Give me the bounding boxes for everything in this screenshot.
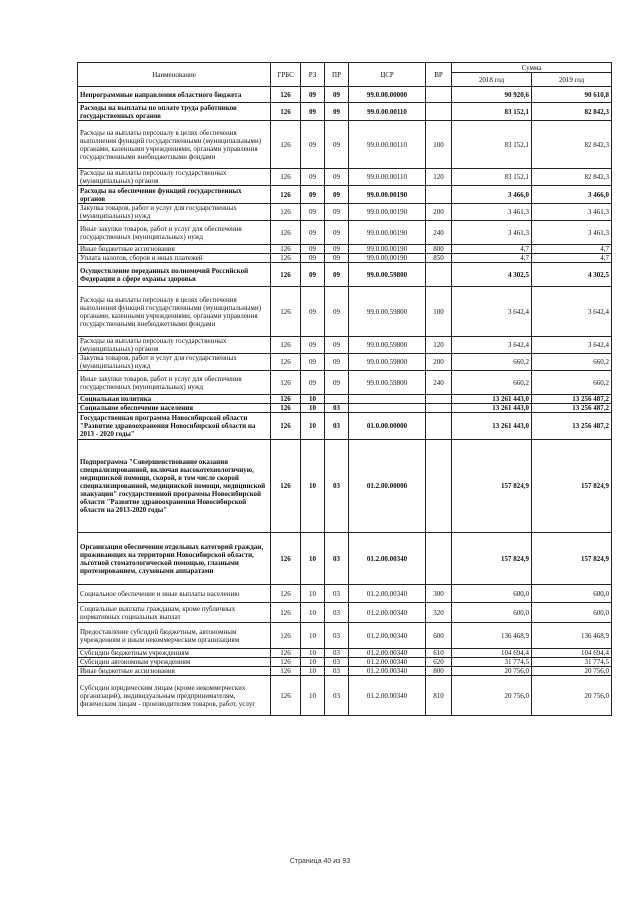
row-pr: 09 [325,169,349,186]
table-row [78,667,612,676]
row-name: Расходы на выплаты по оплате труда работников государственных органов [78,103,271,121]
row-pr: 09 [325,121,349,169]
row-amount-2018: 4 302,5 [452,263,532,287]
table-row [78,440,612,533]
row-grbs: 126 [271,263,301,287]
row-grbs: 126 [271,186,301,204]
row-pr: 03 [325,623,349,649]
row-name: Субсидии бюджетным учреждениям [78,649,271,658]
row-vr [426,186,452,204]
row-rz: 09 [301,87,325,103]
row-amount-2019: 20 756,0 [532,676,612,716]
row-vr: 240 [426,371,452,395]
row-pr: 09 [325,204,349,221]
row-rz: 09 [301,169,325,186]
row-amount-2019: 31 774,5 [532,658,612,667]
table-row [78,337,612,354]
row-csr: 99.0.00.59800 [349,263,426,287]
row-vr: 810 [426,676,452,716]
row-rz: 10 [301,413,325,440]
row-amount-2018: 31 774,5 [452,658,532,667]
row-amount-2018: 3 461,3 [452,204,532,221]
row-rz: 09 [301,371,325,395]
row-grbs: 126 [271,623,301,649]
row-rz: 09 [301,287,325,337]
row-amount-2019: 660,2 [532,354,612,371]
row-name: Государственная программа Новосибирской области "Развитие здравоохранения Новосибирской области на 2013 - 2020 годы" [78,413,271,440]
row-grbs: 126 [271,204,301,221]
table-row [78,623,612,649]
row-csr: 01.2.00.00340 [349,658,426,667]
row-csr: 01.2.00.00340 [349,585,426,603]
row-pr: 03 [325,413,349,440]
row-csr: 01.2.00.00340 [349,603,426,623]
row-csr: 99.0.00.00110 [349,103,426,121]
table-row [78,354,612,371]
row-amount-2018: 13 261 443,0 [452,404,532,413]
table-row [78,186,612,204]
row-grbs: 126 [271,404,301,413]
table-row [78,221,612,245]
row-amount-2018: 83 152,1 [452,103,532,121]
row-grbs: 126 [271,121,301,169]
row-pr: 03 [325,603,349,623]
row-csr: 99.0.00.59800 [349,371,426,395]
row-amount-2019: 600,0 [532,603,612,623]
row-csr: 01.2.00.00340 [349,676,426,716]
row-vr: 620 [426,658,452,667]
row-grbs: 126 [271,103,301,121]
table-row [78,87,612,103]
row-pr: 09 [325,354,349,371]
row-rz: 10 [301,658,325,667]
row-csr: 99.0.00.59800 [349,354,426,371]
row-grbs: 126 [271,371,301,395]
row-name: Расходы на выплаты персоналу в целях обеспечения выполнения функций государственными (муниципальными) органами, казенными учреждениями, органами управления государственными внебюджетными фондами [78,121,271,169]
row-name: Социальные выплаты гражданам, кроме публичных нормативных социальных выплат [78,603,271,623]
row-name: Расходы на выплаты персоналу в целях обеспечения выполнения функций государственными (муниципальными) органами, казенными учреждениями, органами управления государственными внебюджетными фондами [78,287,271,337]
row-amount-2018: 660,2 [452,371,532,395]
row-rz: 09 [301,103,325,121]
row-grbs: 126 [271,287,301,337]
row-vr: 120 [426,169,452,186]
row-vr: 800 [426,245,452,254]
row-grbs: 126 [271,413,301,440]
row-grbs: 126 [271,649,301,658]
row-grbs: 126 [271,337,301,354]
row-csr: 99.0.00.59800 [349,337,426,354]
table-row [78,413,612,440]
row-rz: 10 [301,395,325,404]
row-rz: 10 [301,404,325,413]
header-2018: 2018 год [452,73,532,87]
row-pr: 09 [325,186,349,204]
row-name: Социальное обеспечение населения [78,404,271,413]
row-pr: 03 [325,404,349,413]
row-pr: 09 [325,103,349,121]
row-pr: 03 [325,649,349,658]
row-pr: 09 [325,263,349,287]
row-grbs: 126 [271,245,301,254]
row-vr: 200 [426,354,452,371]
row-amount-2018: 104 694,4 [452,649,532,658]
row-csr [349,395,426,404]
row-amount-2018: 660,2 [452,354,532,371]
row-vr [426,395,452,404]
row-amount-2019: 82 842,3 [532,121,612,169]
row-pr: 09 [325,87,349,103]
row-name: Иные закупки товаров, работ и услуг для обеспечения государственных (муниципальных) нужд [78,371,271,395]
row-amount-2018: 157 824,9 [452,440,532,533]
row-amount-2019: 82 842,3 [532,103,612,121]
row-vr: 120 [426,337,452,354]
row-rz: 09 [301,254,325,263]
row-amount-2018: 4,7 [452,245,532,254]
row-amount-2019: 104 694,4 [532,649,612,658]
row-csr [349,404,426,413]
header-sum: Сумма [452,63,612,73]
row-amount-2019: 3 642,4 [532,287,612,337]
row-amount-2018: 4,7 [452,254,532,263]
row-amount-2019: 20 756,0 [532,667,612,676]
row-csr: 01.2.00.00340 [349,533,426,585]
table-row [78,245,612,254]
row-grbs: 126 [271,676,301,716]
row-amount-2019: 82 842,3 [532,169,612,186]
row-csr: 01.0.00.00000 [349,413,426,440]
row-pr: 03 [325,585,349,603]
row-amount-2018: 90 920,6 [452,87,532,103]
row-csr: 99.0.00.00190 [349,204,426,221]
row-csr: 99.0.00.00000 [349,87,426,103]
table-row [78,121,612,169]
row-csr: 01.2.00.00340 [349,649,426,658]
row-rz: 10 [301,603,325,623]
row-csr: 99.0.00.59800 [349,287,426,337]
row-amount-2018: 600,0 [452,603,532,623]
row-amount-2018: 13 261 443,0 [452,413,532,440]
row-grbs: 126 [271,440,301,533]
row-rz: 09 [301,337,325,354]
table-body [78,87,612,716]
row-csr: 99.0.00.00110 [349,121,426,169]
row-amount-2018: 13 261 443,0 [452,395,532,404]
header-grbs: ГРБС [271,63,301,87]
row-amount-2019: 660,2 [532,371,612,395]
row-name: Закупка товаров, работ и услуг для государственных (муниципальных) нужд [78,354,271,371]
row-rz: 09 [301,121,325,169]
row-pr [325,395,349,404]
row-amount-2019: 157 824,9 [532,533,612,585]
row-name: Подпрограмма "Совершенствование оказания специализированной, включая высокотехнологичную, медицинской помощи, скорой, в том числе скорой специализированной, медицинской помощи, медицинской эвакуации" государственной программы Новосибирской области "Развитие здравоохранения Новосибирской области на 2013-2020 годы" [78,440,271,533]
row-csr: 99.0.00.00190 [349,254,426,263]
row-vr: 320 [426,603,452,623]
row-csr: 99.0.00.00190 [349,186,426,204]
row-grbs: 126 [271,533,301,585]
row-csr: 99.0.00.00190 [349,221,426,245]
table-row [78,658,612,667]
row-amount-2019: 4 302,5 [532,263,612,287]
row-amount-2018: 20 756,0 [452,676,532,716]
row-rz: 09 [301,221,325,245]
row-csr: 01.2.00.00340 [349,667,426,676]
table-row [78,533,612,585]
row-name: Расходы на выплаты персоналу государственных (муниципальных) органов [78,337,271,354]
row-vr [426,533,452,585]
row-vr [426,413,452,440]
table-row [78,649,612,658]
row-csr: 99.0.00.00110 [349,169,426,186]
row-name: Иные закупки товаров, работ и услуг для обеспечения государственных (муниципальных) нужд [78,221,271,245]
row-name: Расходы на обеспечение функций государственных органов [78,186,271,204]
row-amount-2019: 13 256 487,2 [532,413,612,440]
row-vr: 300 [426,585,452,603]
row-vr: 100 [426,121,452,169]
row-vr [426,263,452,287]
row-vr: 850 [426,254,452,263]
row-name: Осуществление переданных полномочий Российской Федерации в сфере охраны здоровья [78,263,271,287]
row-csr: 01.2.00.00340 [349,623,426,649]
row-pr: 03 [325,667,349,676]
table-row [78,263,612,287]
row-amount-2018: 83 152,1 [452,121,532,169]
row-vr: 100 [426,287,452,337]
row-amount-2018: 136 468,9 [452,623,532,649]
row-grbs: 126 [271,585,301,603]
row-pr: 03 [325,533,349,585]
header-csr: ЦСР [349,63,426,87]
row-vr: 200 [426,204,452,221]
row-grbs: 126 [271,658,301,667]
row-amount-2019: 136 468,9 [532,623,612,649]
row-name: Предоставление субсидий бюджетным, автономным учреждениям и иным некоммерческим организациям [78,623,271,649]
page-number: Страница 40 из 93 [289,858,351,865]
row-amount-2019: 600,0 [532,585,612,603]
row-vr: 800 [426,667,452,676]
row-rz: 10 [301,533,325,585]
row-amount-2018: 83 152,1 [452,169,532,186]
row-rz: 10 [301,440,325,533]
row-name: Социальное обеспечение и иные выплаты населению [78,585,271,603]
row-name: Иные бюджетные ассигнования [78,667,271,676]
row-vr [426,440,452,533]
row-pr: 09 [325,371,349,395]
row-amount-2019: 3 642,4 [532,337,612,354]
row-csr: 99.0.00.00190 [349,245,426,254]
header-2019: 2019 год [532,73,612,87]
row-rz: 09 [301,186,325,204]
row-amount-2019: 13 256 487,2 [532,395,612,404]
budget-table [77,62,612,716]
table-row [78,404,612,413]
table-row [78,395,612,404]
row-grbs: 126 [271,354,301,371]
row-rz: 10 [301,649,325,658]
row-amount-2018: 3 461,3 [452,221,532,245]
row-vr: 240 [426,221,452,245]
row-pr: 09 [325,254,349,263]
header-name: Наименование [78,63,271,87]
row-pr: 03 [325,658,349,667]
row-pr: 03 [325,676,349,716]
row-pr: 09 [325,245,349,254]
row-amount-2018: 3 642,4 [452,287,532,337]
table-row [78,676,612,716]
row-name: Социальная политика [78,395,271,404]
row-grbs: 126 [271,87,301,103]
row-name: Субсидии автономным учреждениям [78,658,271,667]
row-grbs: 126 [271,254,301,263]
table-row [78,169,612,186]
row-amount-2019: 90 610,8 [532,87,612,103]
table-row [78,204,612,221]
row-amount-2018: 3 642,4 [452,337,532,354]
table-row [78,287,612,337]
row-name: Иные бюджетные ассигнования [78,245,271,254]
row-amount-2018: 157 824,9 [452,533,532,585]
header-rz: РЗ [301,63,325,87]
table-row [78,103,612,121]
row-name: Субсидии юридическим лицам (кроме некоммерческих организаций), индивидуальным предпринимателям, физическим лицам - производителям товаров, работ, услуг [78,676,271,716]
header-vr: ВР [426,63,452,87]
row-amount-2018: 600,0 [452,585,532,603]
row-rz: 09 [301,245,325,254]
row-vr: 610 [426,649,452,658]
row-grbs: 126 [271,169,301,186]
row-grbs: 126 [271,603,301,623]
table-row [78,371,612,395]
row-grbs: 126 [271,221,301,245]
row-amount-2019: 157 824,9 [532,440,612,533]
row-amount-2019: 3 461,3 [532,204,612,221]
row-amount-2018: 3 466,0 [452,186,532,204]
row-vr [426,87,452,103]
row-grbs: 126 [271,395,301,404]
row-amount-2019: 4,7 [532,245,612,254]
row-name: Уплата налогов, сборов и иных платежей [78,254,271,263]
row-name: Непрограммные направления областного бюджета [78,87,271,103]
table-row [78,254,612,263]
row-rz: 10 [301,676,325,716]
row-name: Организация обеспечения отдельных категорий граждан, проживающих на территории Новосибирской области, льготной стоматологической помощью, глазными протезированием, слуховыми аппаратами [78,533,271,585]
row-pr: 03 [325,440,349,533]
row-pr: 09 [325,221,349,245]
row-grbs: 126 [271,667,301,676]
row-rz: 09 [301,263,325,287]
row-pr: 09 [325,337,349,354]
row-vr [426,404,452,413]
row-rz: 10 [301,623,325,649]
row-vr: 600 [426,623,452,649]
row-amount-2019: 3 461,3 [532,221,612,245]
table-row [78,603,612,623]
table-row [78,585,612,603]
row-rz: 09 [301,204,325,221]
header-pr: ПР [325,63,349,87]
row-rz: 10 [301,667,325,676]
row-rz: 10 [301,585,325,603]
row-amount-2019: 13 256 487,2 [532,404,612,413]
row-rz: 09 [301,354,325,371]
row-csr: 01.2.00.00000 [349,440,426,533]
row-pr: 09 [325,287,349,337]
row-name: Расходы на выплаты персоналу государственных (муниципальных) органов [78,169,271,186]
row-amount-2019: 3 466,0 [532,186,612,204]
row-name: Закупка товаров, работ и услуг для государственных (муниципальных) нужд [78,204,271,221]
row-vr [426,103,452,121]
row-amount-2019: 4,7 [532,254,612,263]
row-amount-2018: 20 756,0 [452,667,532,676]
